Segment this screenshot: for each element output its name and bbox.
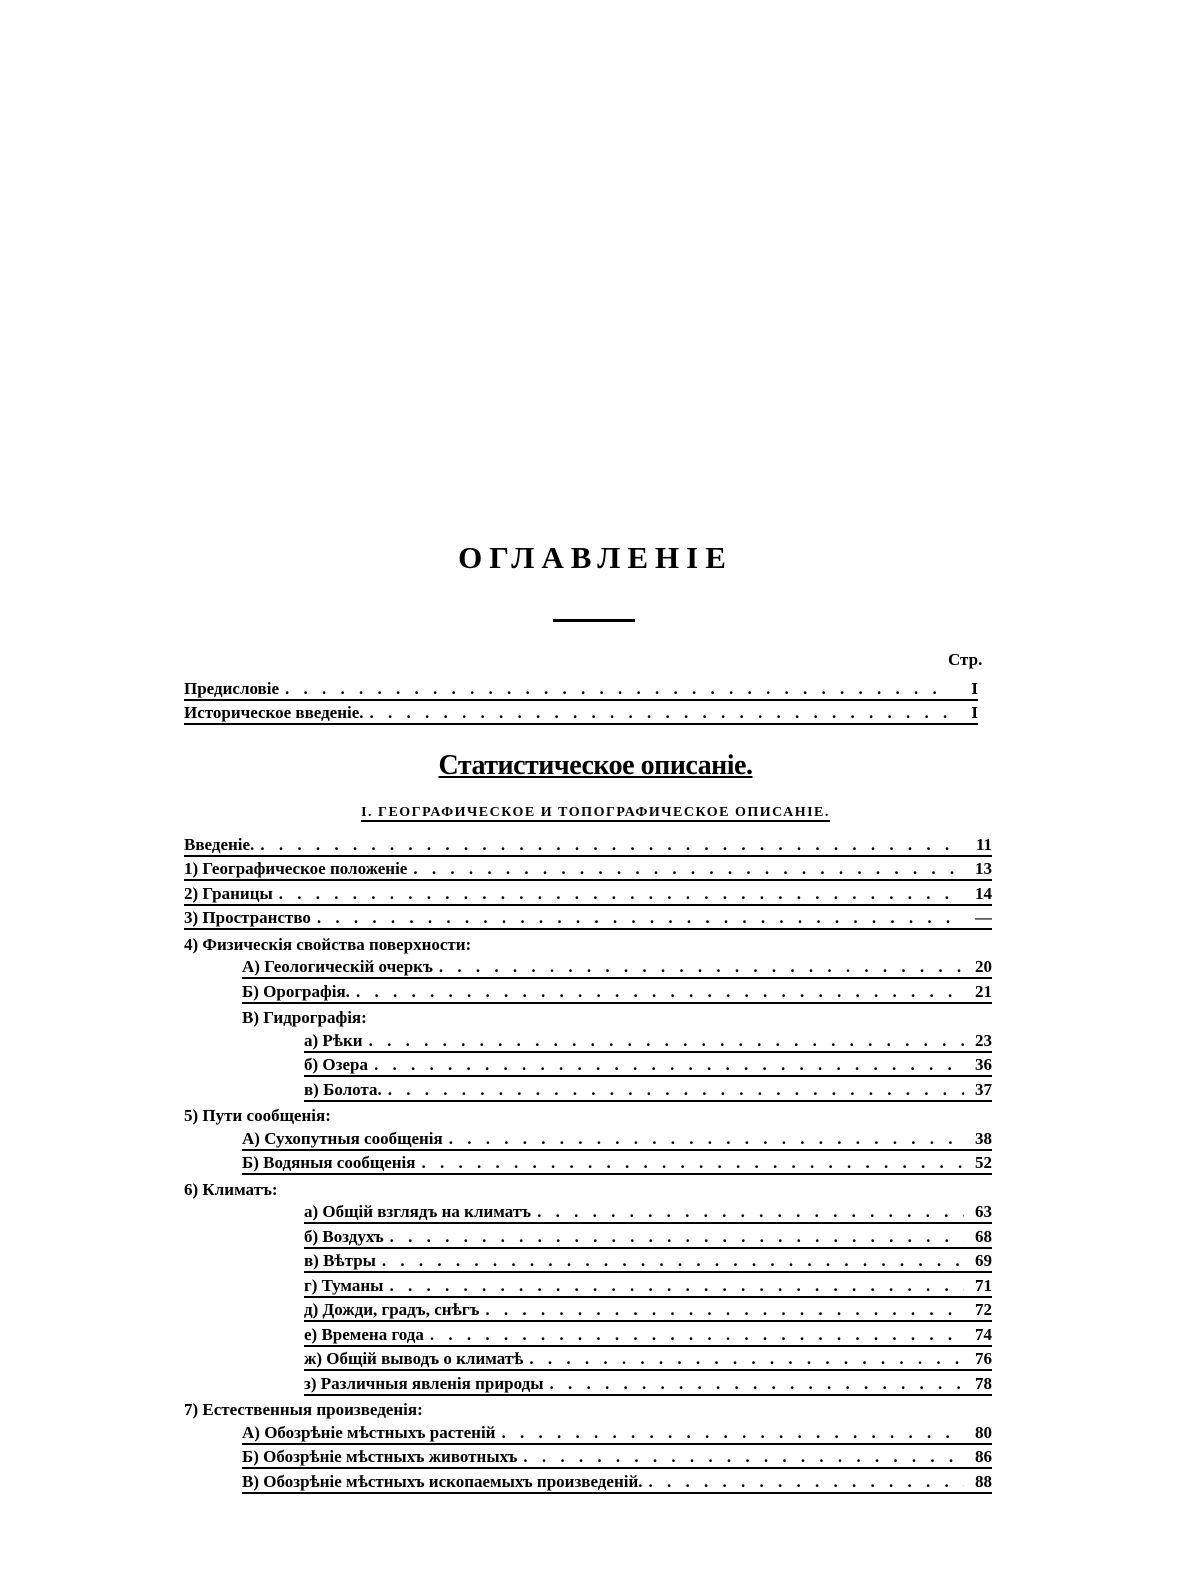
dot-leader <box>370 703 950 723</box>
dot-leader <box>549 1374 964 1394</box>
dot-leader <box>649 1472 964 1492</box>
toc-label: Б) Орографія. <box>242 981 350 1001</box>
dot-leader <box>430 1325 964 1345</box>
toc-label: 3) Пространство <box>184 908 311 927</box>
toc-page-number: 80 <box>975 1422 992 1442</box>
toc-label: 7) Естественныя произведенія: <box>184 1400 423 1419</box>
toc-row[interactable] <box>304 1077 992 1102</box>
toc-row[interactable] <box>184 881 992 906</box>
toc-row[interactable] <box>242 1420 992 1445</box>
section-heading-text: Статистическое описаніе. <box>438 750 753 781</box>
toc-label: а) Рѣки <box>304 1030 363 1050</box>
page-title: ОГЛАВЛЕНІЕ <box>458 540 733 575</box>
toc-label: б) Озера <box>304 1055 368 1074</box>
toc-label: е) Времена года <box>304 1324 424 1344</box>
toc-label: А) Сухопутныя сообщенія <box>242 1128 443 1148</box>
toc-label: 1) Географическое положеніе <box>184 859 408 878</box>
toc-row[interactable] <box>242 1004 992 1029</box>
toc-row[interactable] <box>184 1175 992 1200</box>
toc-row[interactable] <box>242 955 992 980</box>
toc-row[interactable] <box>304 1053 992 1078</box>
toc-page-number: — <box>975 908 992 927</box>
toc-page-number: 63 <box>975 1202 992 1221</box>
dot-leader <box>382 1251 964 1271</box>
dot-leader <box>390 1227 964 1247</box>
toc-label: 4) Физическія свойства поверхности: <box>184 934 472 954</box>
toc-page-number: 21 <box>975 981 992 1001</box>
toc-row[interactable] <box>304 1224 992 1249</box>
dot-leader <box>356 982 964 1002</box>
toc-row[interactable] <box>184 1396 992 1421</box>
dot-leader <box>421 1153 964 1173</box>
toc-row[interactable] <box>242 1445 992 1470</box>
toc-page-number: 71 <box>975 1275 992 1295</box>
dot-leader <box>413 859 964 879</box>
toc-label: В) Обозрѣніе мѣстныхъ ископаемыхъ произведеній. <box>242 1471 643 1491</box>
toc-label: 2) Границы <box>184 883 273 903</box>
toc-page-number: I <box>971 703 978 722</box>
toc-page-number: 76 <box>975 1349 992 1368</box>
subsection-heading <box>0 800 1191 822</box>
toc-page-number: 88 <box>975 1471 992 1491</box>
toc-label: в) Вѣтры <box>304 1251 376 1270</box>
toc-label: Введеніе. <box>184 834 255 854</box>
toc-row[interactable] <box>304 1273 992 1298</box>
toc-page-number: 68 <box>975 1226 992 1246</box>
dot-leader <box>279 884 964 904</box>
dot-leader <box>501 1423 964 1443</box>
toc-page-number: 38 <box>975 1128 992 1148</box>
dot-leader <box>388 1080 964 1100</box>
toc-page-number: 74 <box>975 1324 992 1344</box>
toc-page-number: 86 <box>975 1447 992 1466</box>
toc-row[interactable] <box>304 1347 992 1372</box>
toc-label: а) Общій взглядъ на климатъ <box>304 1202 532 1221</box>
toc-page-number: 37 <box>975 1079 992 1099</box>
toc-page-number: 23 <box>975 1030 992 1050</box>
toc-row[interactable] <box>304 1371 992 1396</box>
toc-row[interactable] <box>304 1200 992 1225</box>
toc-label: Предисловіе <box>184 678 280 698</box>
toc-row[interactable] <box>242 1469 992 1494</box>
toc-entries-list <box>184 832 992 1494</box>
dot-leader <box>285 679 950 699</box>
toc-label: В) Гидрографія: <box>242 1008 367 1027</box>
dot-leader <box>374 1055 964 1075</box>
toc-row[interactable] <box>304 1298 992 1323</box>
toc-label: А) Геологическій очеркъ <box>242 957 433 976</box>
toc-page-number: 78 <box>975 1373 992 1393</box>
dot-leader <box>449 1129 964 1149</box>
toc-row[interactable] <box>304 1322 992 1347</box>
toc-page-number: 36 <box>975 1055 992 1074</box>
toc-row[interactable] <box>184 701 978 726</box>
toc-page-number: 11 <box>975 834 992 854</box>
toc-row[interactable] <box>184 857 992 882</box>
toc-page-number: 14 <box>975 883 992 903</box>
title-rule <box>553 619 635 622</box>
dot-leader <box>369 1031 964 1051</box>
toc-label: г) Туманы <box>304 1275 384 1295</box>
subsection-heading-text: I. ГЕОГРАФИЧЕСКОЕ И ТОПОГРАФИЧЕСКОЕ ОПИСАНІЕ. <box>361 805 830 820</box>
toc-page-number: 13 <box>975 859 992 878</box>
toc-label: А) Обозрѣніе мѣстныхъ растеній <box>242 1422 496 1442</box>
toc-label: ж) Общій выводъ о климатѣ <box>304 1349 524 1368</box>
toc-row[interactable] <box>184 1102 992 1127</box>
toc-row[interactable] <box>242 979 992 1004</box>
toc-page-number: 72 <box>975 1300 992 1319</box>
dot-leader <box>439 957 964 977</box>
page-column-label: Стр. <box>948 650 983 669</box>
dot-leader <box>317 908 964 928</box>
dot-leader <box>537 1202 964 1222</box>
toc-label: 6) Климатъ: <box>184 1179 278 1199</box>
dot-leader <box>260 835 964 855</box>
toc-label: 5) Пути сообщенія: <box>184 1106 331 1125</box>
dot-leader <box>485 1300 964 1320</box>
toc-row[interactable] <box>242 1126 992 1151</box>
toc-label: б) Воздухъ <box>304 1226 384 1246</box>
toc-row[interactable] <box>184 676 978 701</box>
toc-row[interactable] <box>184 832 992 857</box>
toc-row[interactable] <box>184 906 992 931</box>
toc-row[interactable] <box>242 1151 992 1176</box>
dot-leader <box>529 1349 964 1369</box>
toc-label: з) Различныя явленія природы <box>304 1373 544 1393</box>
toc-label: Б) Водяныя сообщенія <box>242 1153 416 1172</box>
toc-page-number: I <box>971 678 978 698</box>
toc-label: Б) Обозрѣніе мѣстныхъ животныхъ <box>242 1447 518 1466</box>
toc-row[interactable] <box>184 930 992 955</box>
toc-page-number: 52 <box>975 1153 992 1172</box>
toc-label: Историческое введеніе. <box>184 703 364 722</box>
toc-label: д) Дожди, градъ, снѣгъ <box>304 1300 480 1319</box>
toc-row[interactable] <box>304 1028 992 1053</box>
toc-label: в) Болота. <box>304 1079 382 1099</box>
toc-page-number: 69 <box>975 1251 992 1270</box>
front-matter-list <box>184 676 978 725</box>
toc-page-number: 20 <box>975 957 992 976</box>
section-heading <box>0 750 1191 782</box>
dot-leader <box>523 1447 964 1467</box>
dot-leader <box>389 1276 964 1296</box>
toc-row[interactable] <box>304 1249 992 1274</box>
